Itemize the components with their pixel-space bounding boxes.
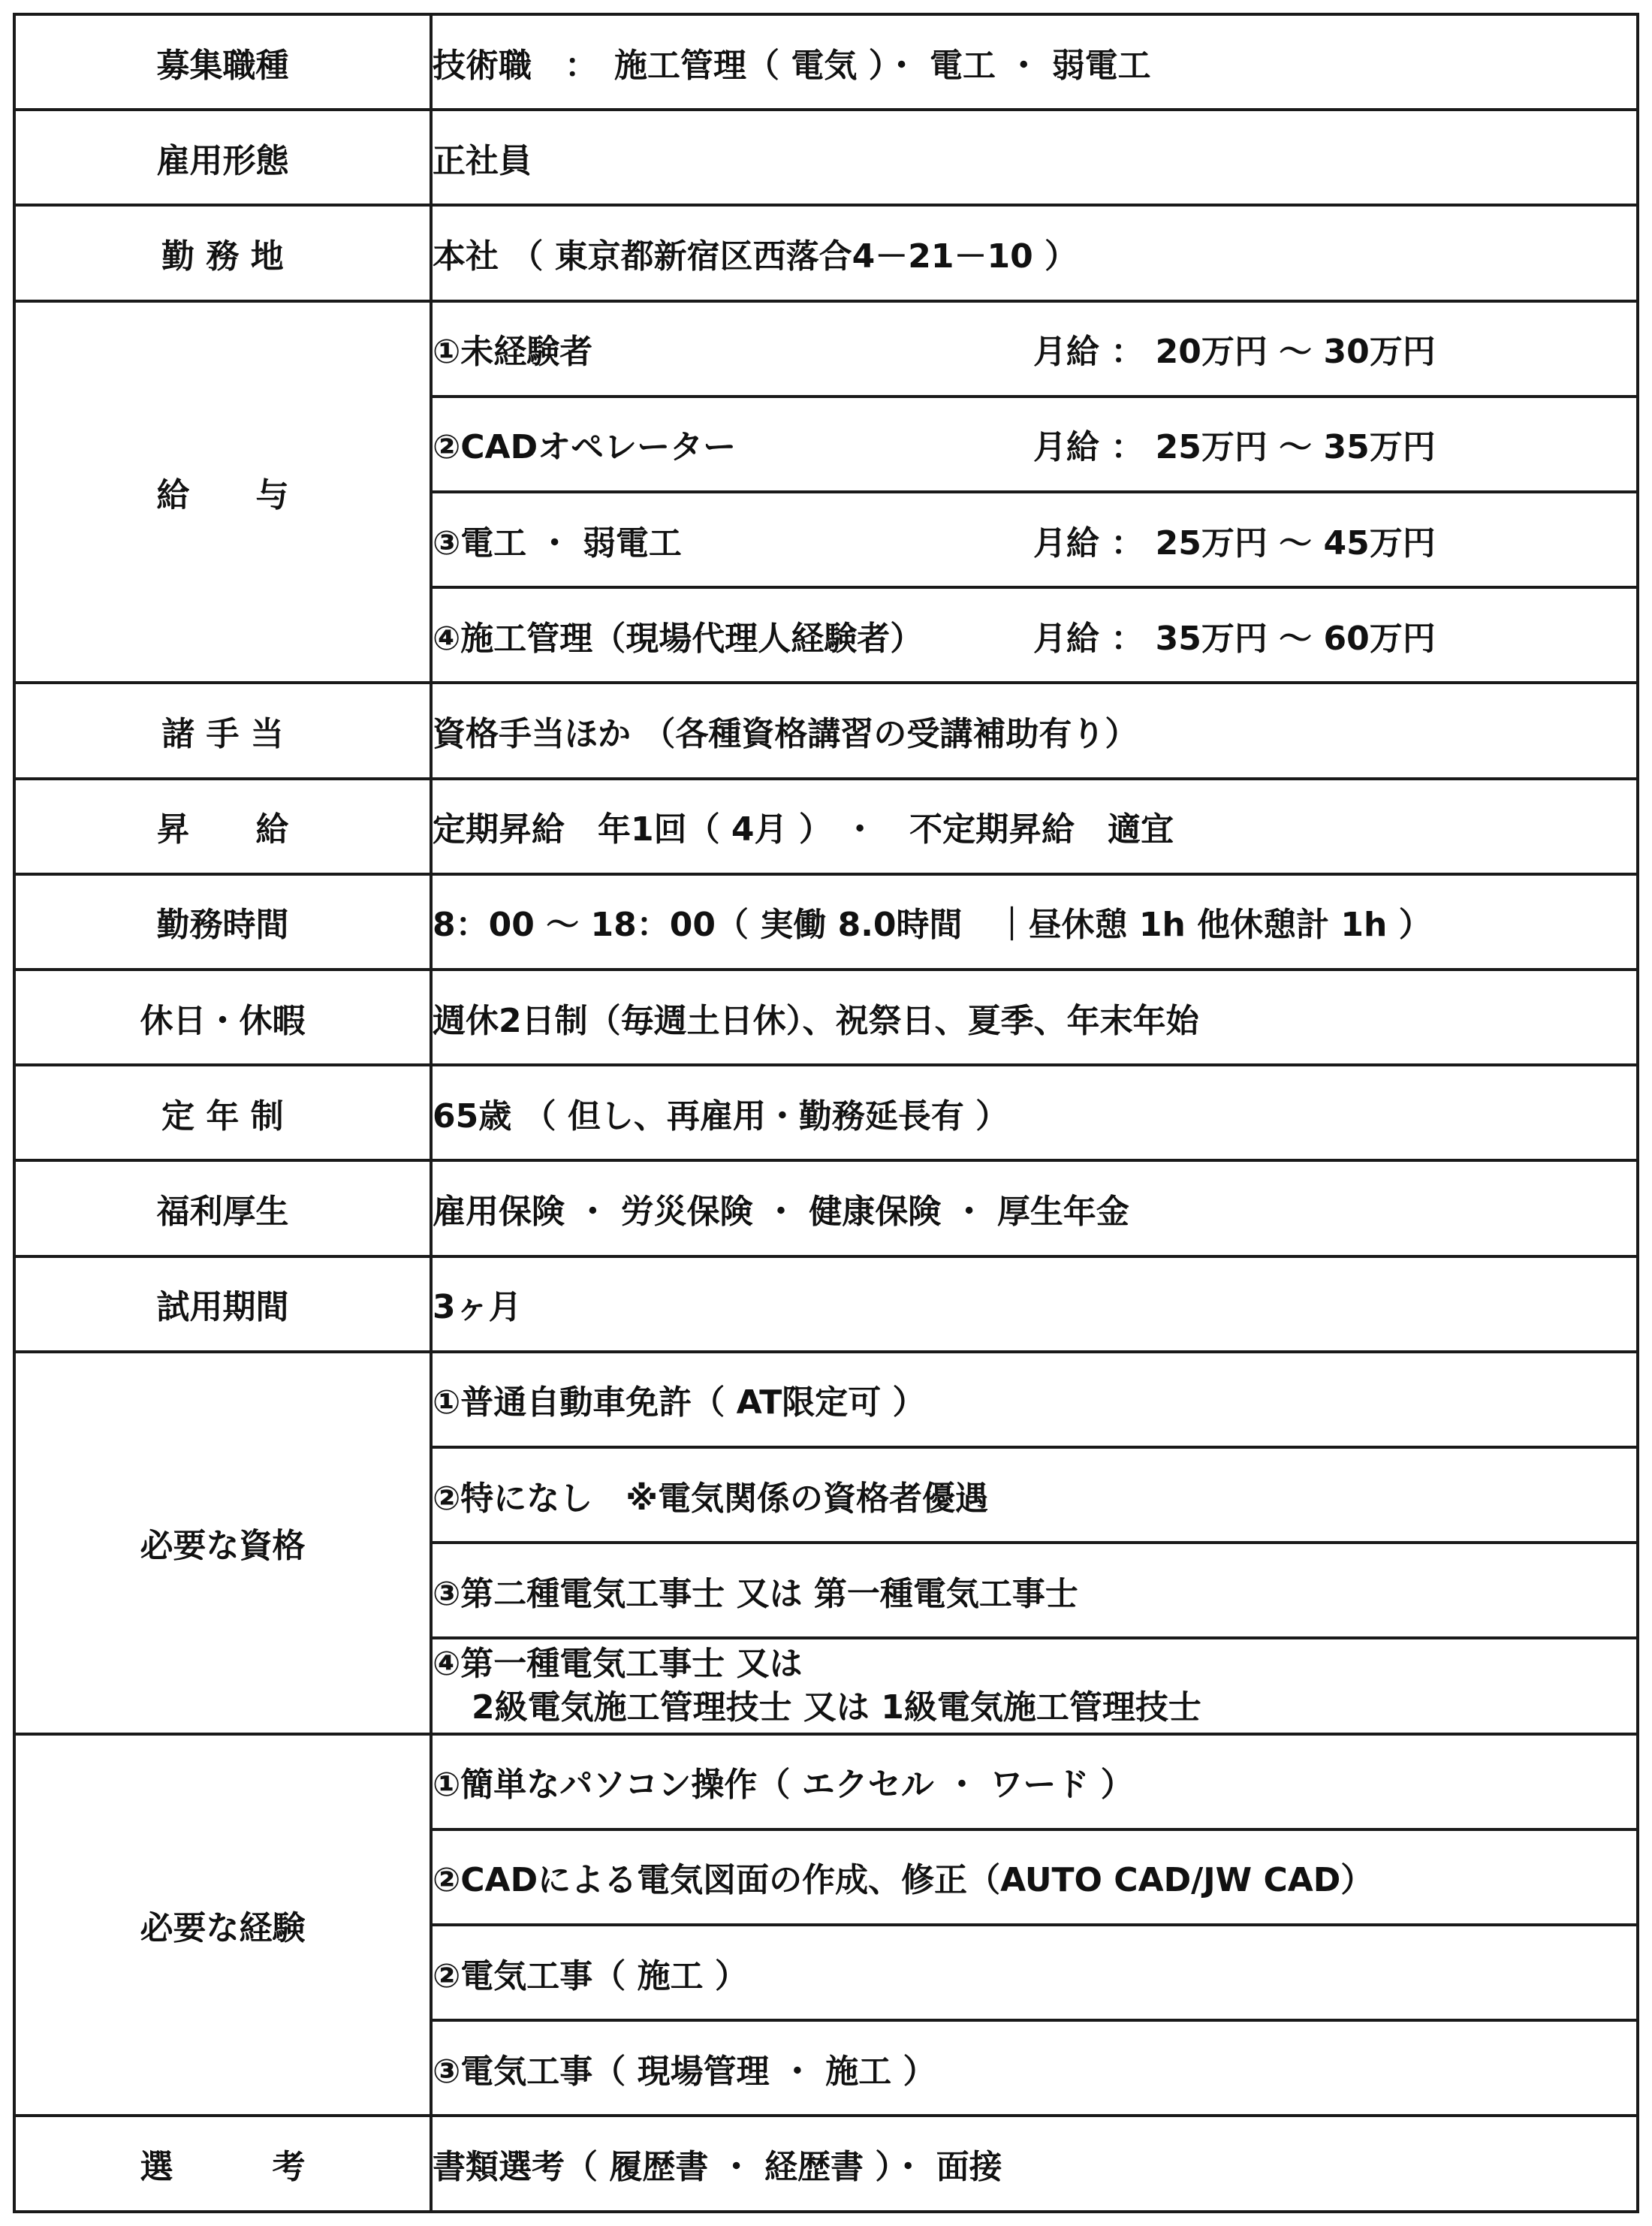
value-trial: 3ヶ月 (431, 1256, 1638, 1352)
salary-item-1 (431, 301, 1638, 397)
salary-role: ④施工管理（現場代理人経験者） (433, 619, 924, 658)
row-retirement (14, 1065, 1638, 1160)
row-selection (14, 2116, 1638, 2212)
label-retirement: 定 年 制 (14, 1065, 431, 1160)
row-holidays (14, 970, 1638, 1065)
label-experience: 必要な経験 (14, 1734, 431, 2116)
value-holidays: 週休2日制（毎週土日休）、祝祭日、夏季、年末年始 (431, 970, 1638, 1065)
qualification-item: ③第二種電気工事士 又は 第一種電気工事士 (431, 1543, 1638, 1638)
qualification-item-4 (431, 1638, 1638, 1733)
qualification-item-4-line1: ④第一種電気工事士 又は (433, 1645, 803, 1684)
salary-amount: 月給 ： 35万円 ～ 60万円 (1033, 619, 1436, 658)
row-trial (14, 1256, 1638, 1352)
salary-amount: 月給 ： 25万円 ～ 45万円 (1033, 523, 1436, 563)
value-selection: 書類選考（ 履歴書 ・ 経歴書 ）・ 面接 (431, 2116, 1638, 2212)
salary-amount: 月給 ： 25万円 ～ 35万円 (1033, 428, 1436, 467)
value-job-type: 技術職 ： 施工管理（ 電気 ）・ 電工 ・ 弱電工 (431, 14, 1638, 110)
label-raise: 昇 給 (14, 779, 431, 874)
qualification-item: ①普通自動車免許（ AT限定可 ） (431, 1352, 1638, 1447)
job-requirements-table (13, 13, 1639, 2213)
value-hours: 8：00 ～ 18：00（ 実働 8.0時間 ｜昼休憩 1h 他休憩計 1h ） (431, 874, 1638, 970)
label-salary: 給 与 (14, 301, 431, 683)
row-qualification-1 (14, 1352, 1638, 1447)
salary-role: ①未経験者 (433, 333, 593, 372)
qualification-item: ②特になし ※電気関係の資格者優遇 (431, 1447, 1638, 1543)
experience-item: ③電気工事（ 現場管理 ・ 施工 ） (431, 2020, 1638, 2116)
experience-item: ②電気工事（ 施工 ） (431, 1925, 1638, 2020)
label-employment: 雇用形態 (14, 110, 431, 205)
row-experience-1 (14, 1734, 1638, 1829)
salary-role: ③電工 ・ 弱電工 (433, 523, 682, 563)
salary-item-4 (431, 587, 1638, 683)
label-qualifications: 必要な資格 (14, 1352, 431, 1734)
row-hours (14, 874, 1638, 970)
label-trial: 試用期間 (14, 1256, 431, 1352)
value-employment: 正社員 (431, 110, 1638, 205)
row-employment (14, 110, 1638, 205)
salary-item-3 (431, 492, 1638, 587)
value-retirement: 65歳 （ 但し、再雇用・勤務延長有 ） (431, 1065, 1638, 1160)
qualification-item-4-line2: 2級電気施工管理技士 又は 1級電気施工管理技士 (472, 1688, 1201, 1727)
salary-role: ②CADオペレーター (433, 428, 737, 467)
label-location: 勤 務 地 (14, 205, 431, 300)
row-job-type (14, 14, 1638, 110)
value-welfare: 雇用保険 ・ 労災保険 ・ 健康保険 ・ 厚生年金 (431, 1160, 1638, 1256)
label-allowance: 諸 手 当 (14, 683, 431, 778)
row-salary-1 (14, 301, 1638, 397)
value-raise: 定期昇給 年1回（ 4月 ） ・ 不定期昇給 適宜 (431, 779, 1638, 874)
label-hours: 勤務時間 (14, 874, 431, 970)
value-location: 本社 （ 東京都新宿区西落合4－21－10 ） (431, 205, 1638, 300)
experience-item: ②CADによる電気図面の作成、修正（AUTO CAD/JW CAD） (431, 1829, 1638, 1925)
salary-item-2 (431, 397, 1638, 492)
experience-item: ①簡単なパソコン操作（ エクセル ・ ワード ） (431, 1734, 1638, 1829)
row-welfare (14, 1160, 1638, 1256)
value-allowance: 資格手当ほか （各種資格講習の受講補助有り） (431, 683, 1638, 778)
salary-amount: 月給 ： 20万円 ～ 30万円 (1033, 333, 1436, 372)
label-selection: 選 考 (14, 2116, 431, 2212)
row-location (14, 205, 1638, 300)
row-raise (14, 779, 1638, 874)
label-holidays: 休日・休暇 (14, 970, 431, 1065)
label-welfare: 福利厚生 (14, 1160, 431, 1256)
label-job-type: 募集職種 (14, 14, 431, 110)
row-allowance (14, 683, 1638, 778)
